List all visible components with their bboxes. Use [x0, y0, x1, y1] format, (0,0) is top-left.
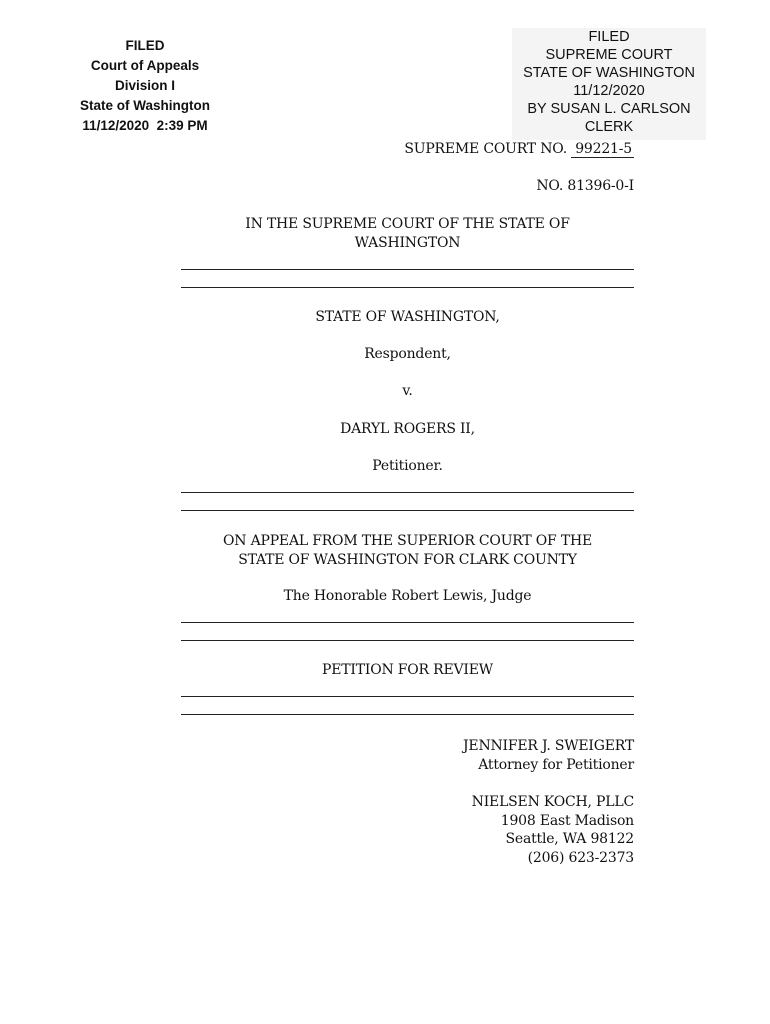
- divider-rule: [181, 622, 634, 623]
- respondent-name: STATE OF WASHINGTON,: [315, 309, 500, 325]
- firm-address-line2: Seattle, WA 98122: [505, 831, 634, 847]
- attorney-block: [463, 737, 634, 774]
- respondent-role: Respondent,: [364, 346, 451, 362]
- attorney-role: Attorney for Petitioner: [478, 756, 634, 773]
- court-of-appeals-case-number: [536, 178, 634, 194]
- divider-rule: [181, 269, 634, 270]
- appeal-heading: [181, 532, 634, 570]
- stamp-line: 11/12/2020 2:39 PM: [82, 118, 208, 133]
- court-of-appeals-filed-stamp: [70, 36, 220, 136]
- divider-rule: [181, 640, 634, 641]
- divider-rule: [181, 714, 634, 715]
- supreme-court-number-label: SUPREME COURT NO.: [404, 141, 567, 157]
- supreme-court-case-number: [404, 141, 634, 158]
- appeal-heading-line: ON APPEAL FROM THE SUPERIOR COURT OF THE: [223, 533, 592, 549]
- coa-number-value: 81396-0-I: [567, 178, 634, 194]
- court-heading-line: IN THE SUPREME COURT OF THE STATE OF: [245, 216, 570, 232]
- appeal-heading-line: STATE OF WASHINGTON FOR CLARK COUNTY: [238, 552, 577, 568]
- document-title: PETITION FOR REVIEW: [322, 662, 493, 678]
- stamp-line: STATE OF WASHINGTON: [523, 65, 695, 81]
- stamp-line: CLERK: [584, 119, 634, 135]
- judge-line: The Honorable Robert Lewis, Judge: [283, 588, 532, 604]
- stamp-line: State of Washington: [80, 98, 210, 113]
- stamp-line: 11/12/2020: [573, 83, 645, 99]
- supreme-court-filed-stamp: [512, 28, 706, 140]
- divider-rule: [181, 510, 634, 511]
- divider-rule: [181, 492, 634, 493]
- petitioner-name: DARYL ROGERS II,: [340, 421, 475, 437]
- supreme-court-number-value: 99221-5: [571, 141, 634, 158]
- attorney-name: JENNIFER J. SWEIGERT: [463, 738, 634, 754]
- divider-rule: [181, 287, 634, 288]
- divider-rule: [181, 696, 634, 697]
- court-heading-line: WASHINGTON: [354, 235, 461, 251]
- firm-block: [472, 793, 634, 867]
- stamp-line: Court of Appeals: [90, 58, 200, 73]
- stamp-line: FILED: [588, 29, 630, 45]
- stamp-line: SUPREME COURT: [545, 47, 673, 63]
- court-heading: [181, 215, 634, 253]
- stamp-line: BY SUSAN L. CARLSON: [527, 101, 691, 117]
- firm-phone: (206) 623-2373: [527, 849, 634, 866]
- firm-address-line1: 1908 East Madison: [500, 812, 634, 829]
- versus-label: v.: [402, 383, 413, 399]
- coa-number-label: NO.: [536, 178, 564, 194]
- petitioner-role: Petitioner.: [372, 458, 443, 474]
- firm-name: NIELSEN KOCH, PLLC: [471, 794, 634, 810]
- stamp-line: Division I: [114, 78, 175, 93]
- stamp-line: FILED: [125, 38, 165, 53]
